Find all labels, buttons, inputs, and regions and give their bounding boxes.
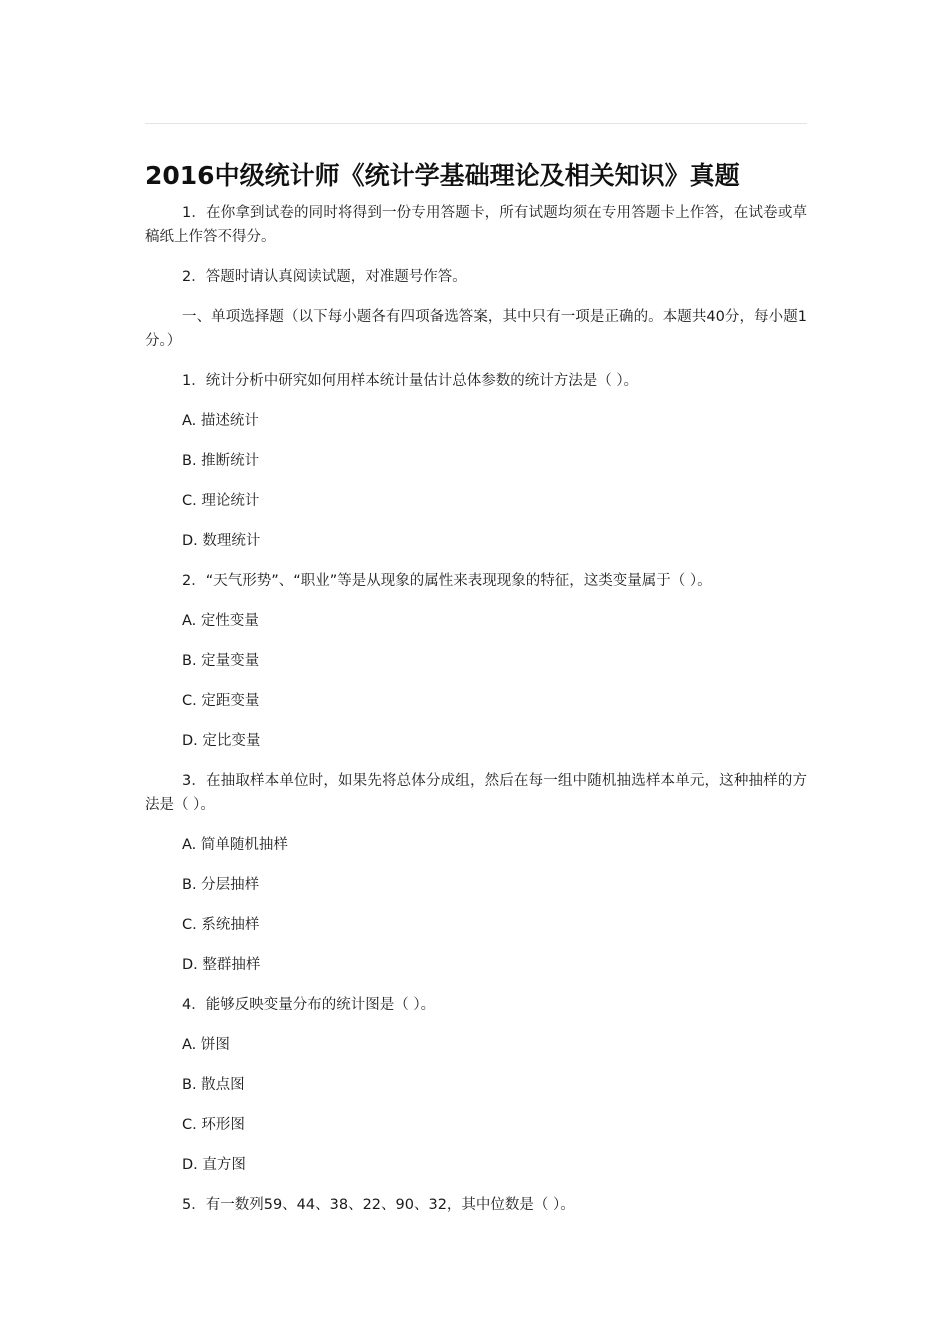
question-4-option-c: C. 环形图: [182, 1117, 245, 1133]
question-4-option-d: D. 直方图: [182, 1157, 246, 1173]
question-1-option-a: A. 描述统计: [182, 413, 259, 429]
document-body: [145, 201, 807, 1233]
question-2-option-b: B. 定量变量: [182, 653, 260, 669]
question-3-option-b: B. 分层抽样: [182, 877, 260, 893]
question-1-option-d: D. 数理统计: [182, 533, 261, 549]
question-1-option-b: B. 推断统计: [182, 453, 260, 469]
question-2-option-d: D. 定比变量: [182, 733, 261, 749]
top-divider: [145, 123, 807, 124]
question-3-option-a: A. 简单随机抽样: [182, 837, 288, 853]
question-3-option-d: D. 整群抽样: [182, 957, 261, 973]
question-4-option-b: B. 散点图: [182, 1077, 245, 1093]
question-2-option-c: C. 定距变量: [182, 693, 260, 709]
instruction-2: 2．答题时请认真阅读试题，对准题号作答。: [182, 269, 467, 285]
question-2-stem: 2．“天气形势”、“职业”等是从现象的属性来表现现象的特征，这类变量属于（ ）。: [182, 573, 712, 589]
question-2-option-a: A. 定性变量: [182, 613, 259, 629]
question-1-option-c: C. 理论统计: [182, 493, 260, 509]
question-5-stem: 5．有一数列59、44、38、22、90、32，其中位数是（ ）。: [182, 1197, 575, 1213]
document-title: 2016中级统计师《统计学基础理论及相关知识》真题: [145, 161, 740, 190]
question-1-stem: 1．统计分析中研究如何用样本统计量估计总体参数的统计方法是（ ）。: [182, 373, 639, 389]
question-4-stem: 4．能够反映变量分布的统计图是（ ）。: [182, 997, 436, 1013]
question-3-option-c: C. 系统抽样: [182, 917, 260, 933]
question-3-stem: 3．在抽取样本单位时，如果先将总体分成组，然后在每一组中随机抽选样本单元，这种抽样的方法是（ ）。: [145, 773, 807, 813]
section-heading: 一、单项选择题（以下每小题各有四项备选答案，其中只有一项是正确的。本题共40分，每小题1分。）: [145, 309, 807, 349]
instruction-1: 1．在你拿到试卷的同时将得到一份专用答题卡，所有试题均须在专用答题卡上作答，在试卷或草稿纸上作答不得分。: [145, 205, 807, 245]
question-4-option-a: A. 饼图: [182, 1037, 230, 1053]
